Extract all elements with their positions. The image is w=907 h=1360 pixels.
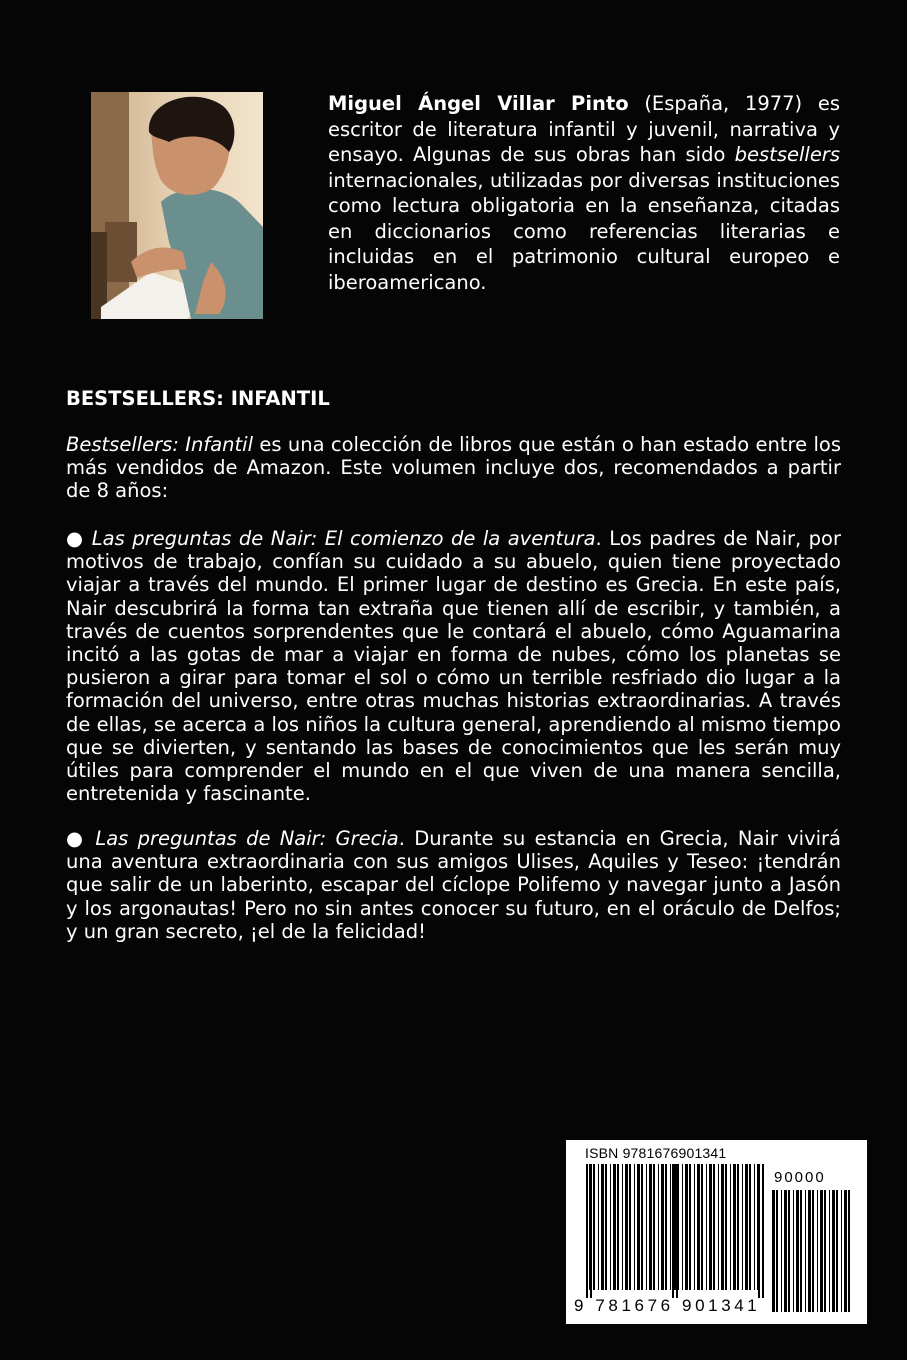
intro-paragraph bbox=[66, 433, 841, 503]
book2-title: Las preguntas de Nair: Grecia bbox=[95, 827, 399, 850]
bio-text: (España, 1977) es escritor de literatura infantil y juvenil, narrativa y ensayo. Algunas de sus obras han sido bbox=[328, 92, 840, 166]
book2-paragraph bbox=[66, 827, 841, 943]
bio-text-end: internacionales, utilizadas por diversas instituciones como lectura obligatoria en la enseñanza, citadas en diccionarios como referencias literarias e incluidas en el patrimonio cultural europeo e iberoamericano. bbox=[328, 168, 840, 294]
intro-italic: Bestsellers: Infantil bbox=[66, 433, 254, 456]
bullet: ● bbox=[66, 827, 96, 850]
author-bio bbox=[328, 91, 840, 295]
barcode-addon-digits: 90000 bbox=[774, 1169, 826, 1186]
isbn-label: ISBN 9781676901341 bbox=[585, 1145, 727, 1161]
book1-paragraph bbox=[66, 527, 841, 805]
book1-title: Las preguntas de Nair: El comienzo de la aventura bbox=[91, 527, 596, 550]
author-photo bbox=[91, 92, 263, 319]
author-name: Miguel Ángel Villar Pinto bbox=[328, 92, 629, 115]
barcode-digits: 9 781676 901341 bbox=[574, 1296, 761, 1315]
section-heading: BESTSELLERS: INFANTIL bbox=[66, 387, 330, 410]
bio-italic: bestsellers bbox=[734, 143, 840, 166]
book1-text: . Los padres de Nair, por motivos de trabajo, confían su cuidado a su abuelo, quien tiene proyectado viajar a través del mundo. El primer lugar de destino es Grecia. En este país, Nair descubrirá la forma tan extraña que tienen allí de escribir, y también, a través de cuentos sorprendentes que le contará el abuelo, cómo Aguamarina incitó a las gotas de mar a viajar en forma de nubes, cómo los planetas se pusieron a girar para tomar el sol o cómo un terrible resfriado dio lugar a la formación del universo, entre otras muchas historias extraordinarias. A través de ellas, se acerca a los niños la cultura general, aprendiendo al mismo tiempo que se divierten, y sentando las bases de conocimientos que les serán muy útiles para comprender el mundo en el que viven de una manera sencilla, entretenida y fascinante. bbox=[66, 527, 842, 806]
barcode-box bbox=[566, 1140, 867, 1324]
intro-text: es una colección de libros que están o han estado entre los más vendidos de Amazon. Este volumen incluye dos, recomendados a partir de 8 años: bbox=[66, 433, 841, 503]
bullet: ● bbox=[66, 527, 92, 550]
book2-text: . Durante su estancia en Grecia, Nair vivirá una aventura extraordinaria con sus amigos Ulises, Aquiles y Teseo: ¡tendrán que salir de un laberinto, escapar del cíclope Polifemo y navegar junto a Jasón y los argonautas! Pero no sin antes conocer su futuro, en el oráculo de Delfos; y un gran secreto, ¡el de la felicidad! bbox=[66, 827, 842, 943]
